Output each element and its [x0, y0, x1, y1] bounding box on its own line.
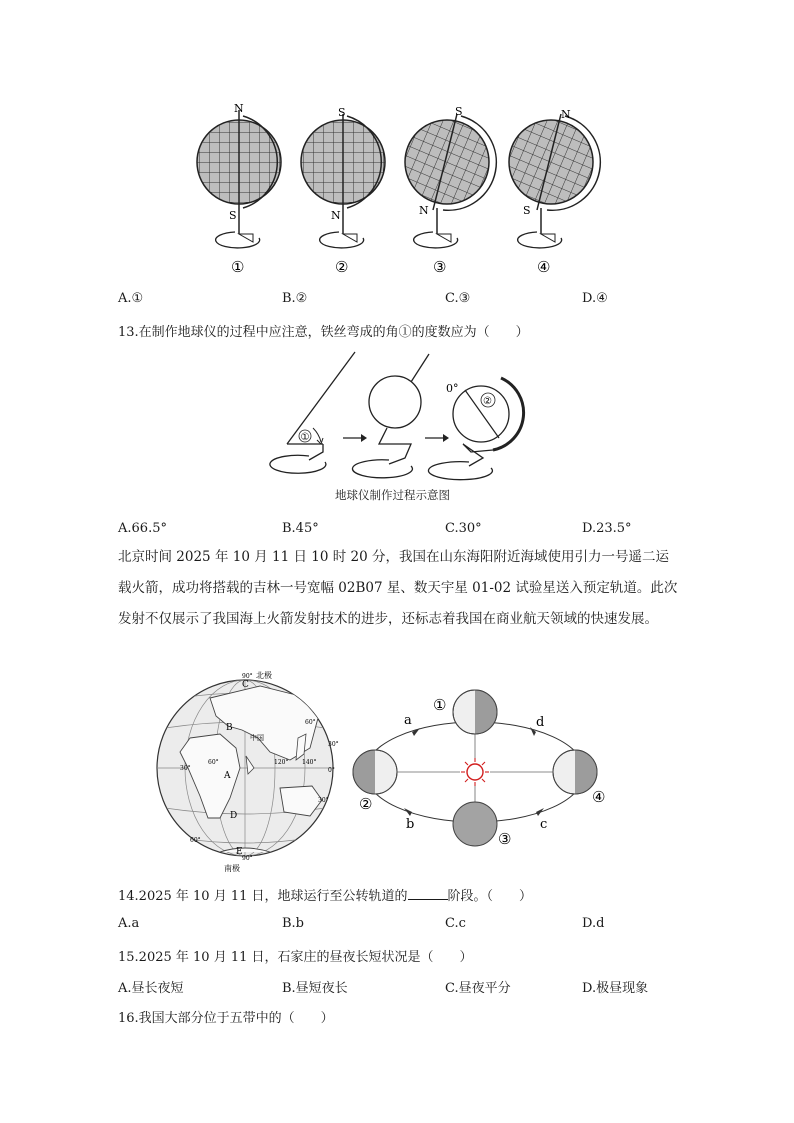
map-letter-a: A: [224, 771, 231, 781]
lon-label-120: 120°: [274, 759, 289, 766]
earth-top: [453, 690, 497, 734]
globe-1: [189, 102, 289, 276]
q12-option-c[interactable]: C.③: [445, 291, 471, 306]
globe-2-bottom-label: N: [331, 209, 341, 222]
q13-option-d[interactable]: D.23.5°: [582, 521, 632, 536]
q15-option-a[interactable]: A.昼长夜短: [118, 981, 184, 996]
globe-4-bottom-label: S: [523, 204, 531, 217]
map-letter-b: B: [226, 723, 233, 733]
globe-2-number: ②: [335, 258, 349, 276]
q13-option-c[interactable]: C.30°: [445, 521, 482, 536]
q15-option-b[interactable]: B.昼短夜长: [282, 981, 348, 996]
zero-degree-label: 0°: [446, 382, 459, 395]
globe-4-top-label: N: [561, 108, 571, 121]
globe-2-top-label: S: [338, 106, 346, 119]
segment-b-label: b: [406, 817, 415, 832]
globe-1-number: ①: [231, 258, 245, 276]
q12-option-d[interactable]: D.④: [582, 291, 608, 306]
globe-4: [472, 100, 615, 276]
reading-passage: 北京时间 2025 年 10 月 11 日 10 时 20 分，我国在山东海阳附近海域使用引力一号遥二运载火箭，成功将搭载的吉林一号宽幅 02B07 星、数天宇星 01-02 试验星送入预定轨道。此次发射不仅展示了我国海上火箭发射技术的进步，还标志着我国在商业航天领域的快速发展。: [118, 549, 678, 627]
q13-stem: 13.在制作地球仪的过程中应注意，铁丝弯成的角①的度数应为（ ）: [118, 325, 529, 340]
segment-c-label: c: [540, 817, 548, 832]
q15-option-c[interactable]: C.昼夜平分: [445, 981, 511, 996]
position-1-label: ①: [433, 696, 447, 714]
map-letter-c: C: [242, 680, 249, 690]
globe-making-figure: [265, 348, 535, 483]
north-pole-label: 北极: [256, 671, 272, 680]
earth-left: [353, 750, 397, 794]
q13-option-b[interactable]: B.45°: [282, 521, 319, 536]
lat-label-60n: 60°: [305, 719, 316, 726]
globe-3: [368, 100, 525, 276]
q14-stem: [118, 885, 532, 904]
q14-stem-after: 阶段。（ ）: [447, 889, 533, 904]
globe-4-number: ④: [537, 258, 551, 276]
q14-option-d[interactable]: D.d: [582, 916, 605, 931]
globes-figure: [185, 100, 615, 280]
china-label: 中国: [250, 734, 264, 742]
earth-right: [553, 750, 597, 794]
diameter-label: ②: [483, 396, 492, 407]
sun-icon: [461, 758, 489, 786]
q14-option-c[interactable]: C.c: [445, 916, 466, 931]
lon-label-140: 140°: [302, 759, 317, 766]
globe-3-top-label: S: [455, 105, 463, 118]
map-letter-d: D: [230, 811, 238, 821]
orbit-diagram: [350, 688, 615, 860]
north-pole-degree: 90°: [242, 673, 253, 680]
segment-d-label: d: [536, 715, 545, 730]
globe-1-top-label: N: [234, 102, 244, 115]
q12-option-b[interactable]: B.②: [282, 291, 308, 306]
angle-label: ①: [300, 432, 310, 443]
globe-3-bottom-label: N: [419, 204, 429, 217]
segment-a-label: a: [404, 713, 412, 728]
q14-stem-before: 14.2025 年 10 月 11 日，地球运行至公转轨道的: [118, 889, 408, 904]
lat-label-0: 0°: [328, 767, 335, 774]
position-4-label: ④: [592, 788, 606, 806]
q12-option-a[interactable]: A.①: [118, 291, 144, 306]
position-2-label: ②: [359, 795, 373, 813]
hemisphere-map: [150, 668, 340, 878]
globe-1-bottom-label: S: [229, 209, 237, 222]
globe-making-caption: 地球仪制作过程示意图: [335, 488, 450, 502]
q14-option-b[interactable]: B.b: [282, 916, 305, 931]
lat-label-30s: 30°: [318, 797, 329, 804]
lat-label-30n: 30°: [328, 741, 339, 748]
q16-stem: 16.我国大部分位于五带中的（ ）: [118, 1011, 334, 1026]
lon-label-30: 30°: [180, 765, 191, 772]
globe-3-number: ③: [433, 258, 447, 276]
q15-stem: 15.2025 年 10 月 11 日，石家庄的昼夜长短状况是（ ）: [118, 950, 473, 965]
position-3-label: ③: [498, 830, 512, 848]
q15-option-d[interactable]: D.极昼现象: [582, 981, 649, 996]
q13-option-a[interactable]: A.66.5°: [118, 521, 167, 536]
lat-label-60s: 60°: [190, 837, 201, 844]
south-pole-label: 南极: [224, 864, 240, 873]
globe-2: [293, 106, 393, 276]
lon-label-60: 60°: [208, 759, 219, 766]
q14-blank[interactable]: [408, 888, 448, 900]
south-pole-degree: 90°: [242, 855, 253, 862]
map-letter-e: E: [236, 847, 243, 857]
earth-bottom: [453, 802, 497, 846]
q14-option-a[interactable]: A.a: [118, 916, 140, 931]
